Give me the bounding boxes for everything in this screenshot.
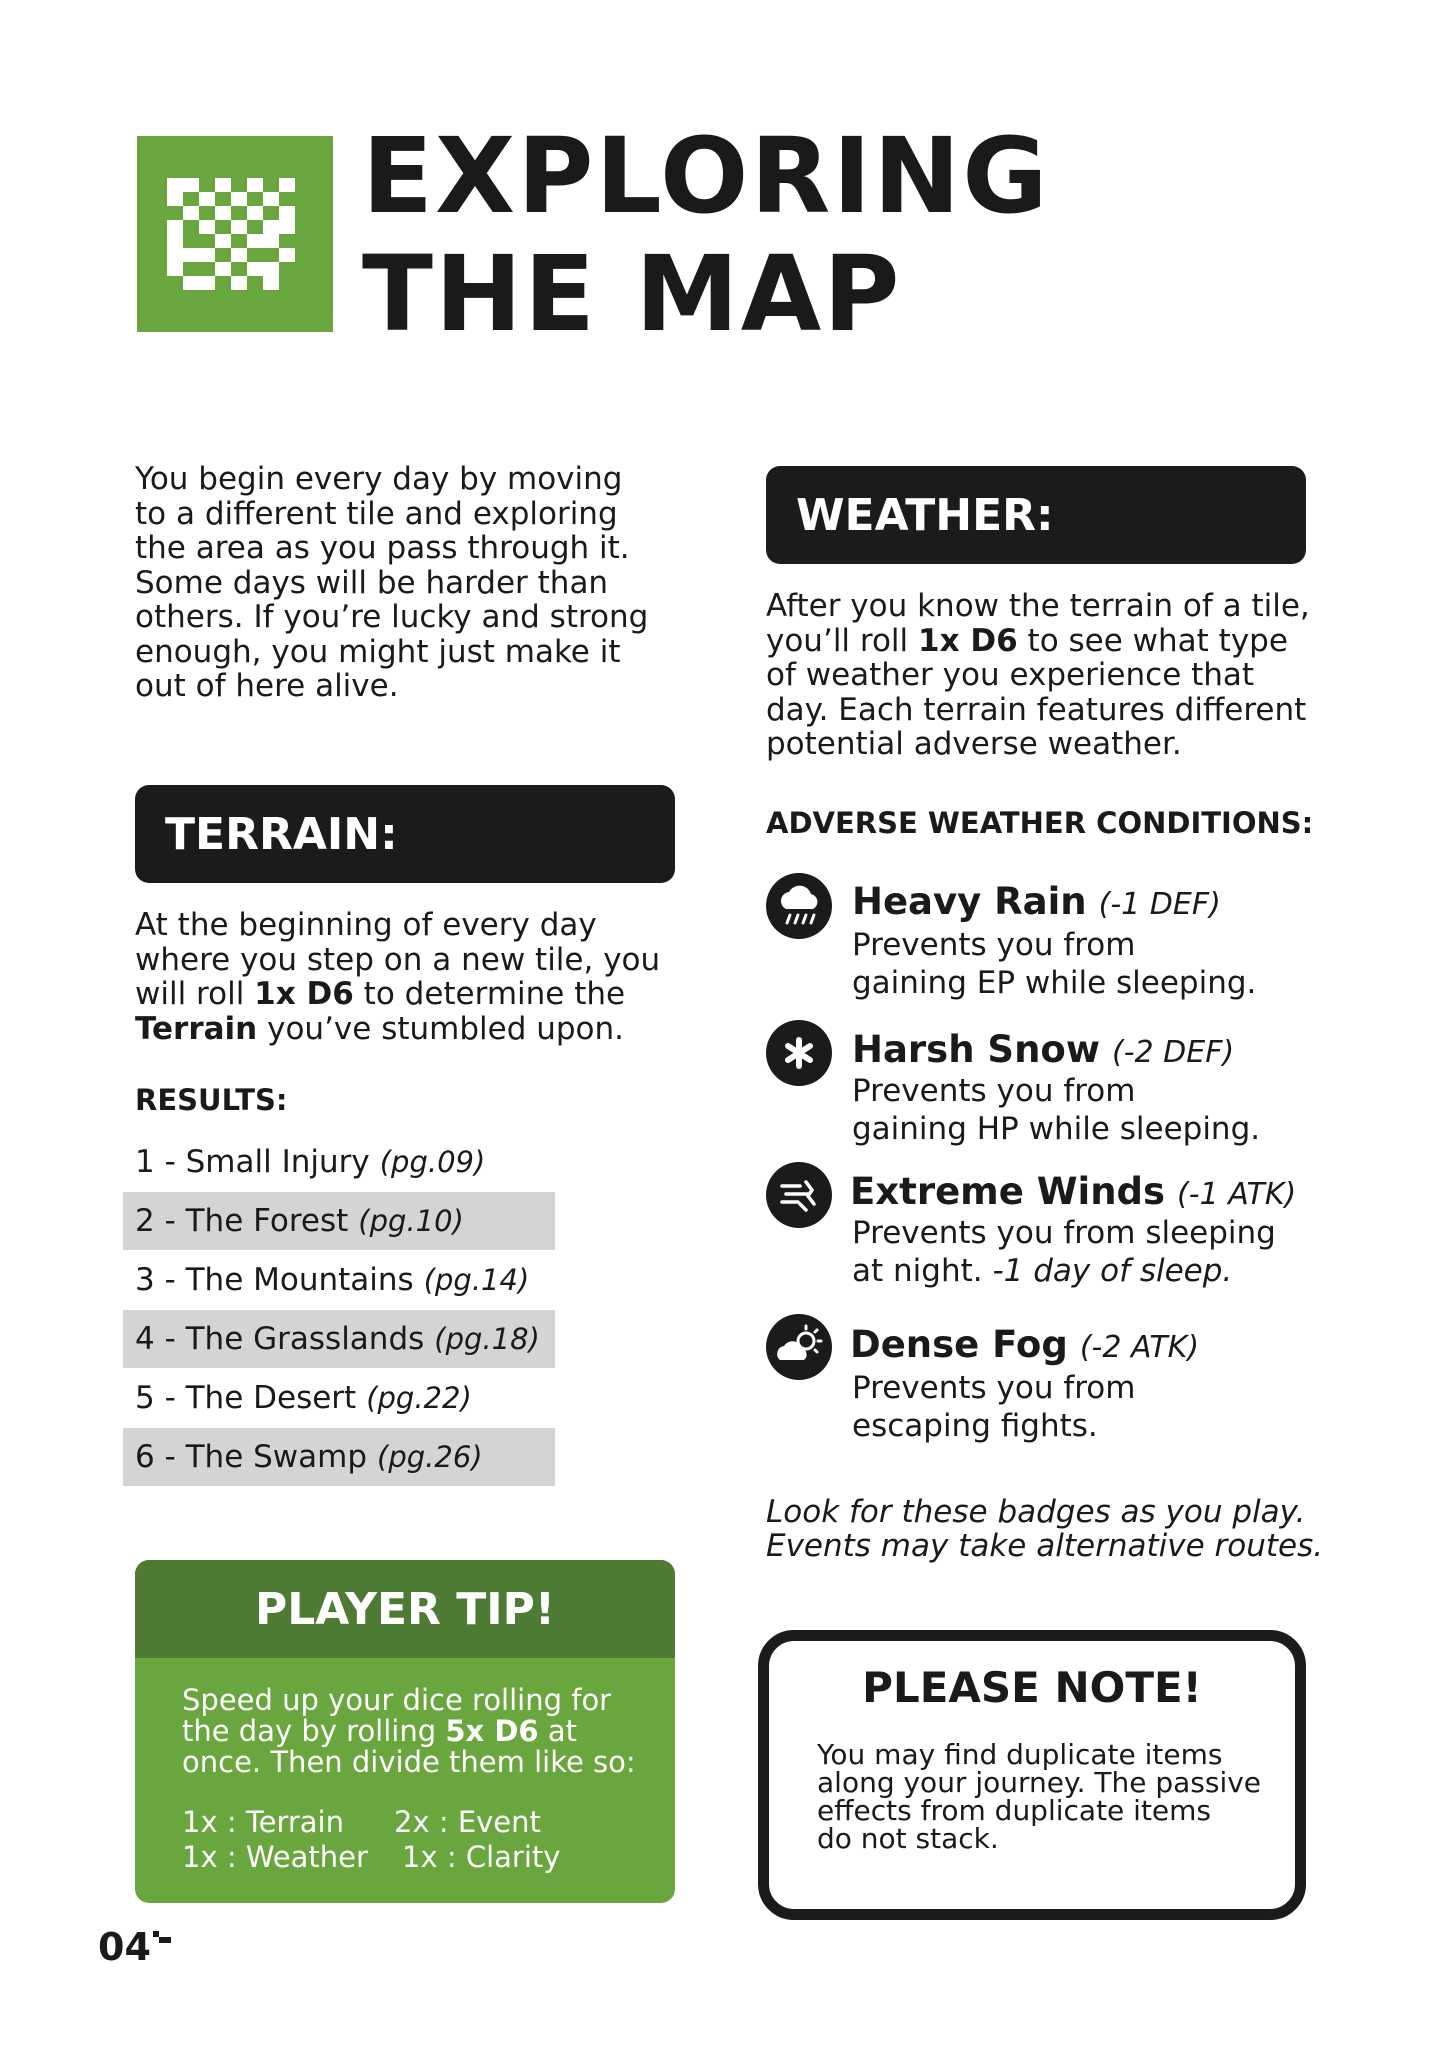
result-page: (pg.09)	[379, 1145, 486, 1179]
weather-modifier: (-2 ATK)	[1079, 1330, 1200, 1365]
weather-desc-text: gaining HP while sleeping.	[852, 1111, 1261, 1147]
weather-name-text: Extreme Winds	[850, 1170, 1166, 1213]
weather-desc-italic: -1 day of sleep.	[992, 1253, 1233, 1289]
terrain-heading	[135, 785, 675, 883]
weather-desc-line	[852, 964, 1256, 1002]
weather-description	[852, 1072, 1260, 1148]
tip-split-clarity: 1x : Clarity	[402, 1840, 561, 1874]
weather-text-1: After you know the terrain of a tile, you’ll roll	[766, 588, 1310, 659]
result-row	[123, 1192, 555, 1250]
snowflake-icon	[766, 1020, 832, 1086]
result-page: (pg.26)	[377, 1440, 483, 1474]
weather-modifier: (-2 DEF)	[1112, 1035, 1235, 1070]
weather-desc-text: at night.	[852, 1253, 993, 1289]
badge-note	[766, 1495, 1336, 1563]
result-label: 6 - The Swamp	[135, 1439, 368, 1475]
weather-paragraph	[766, 589, 1326, 762]
result-row	[123, 1428, 555, 1486]
fog-sun-cloud-icon	[766, 1314, 832, 1380]
weather-desc-text: gaining EP while sleeping.	[852, 965, 1257, 1001]
note-line: do not stack.	[817, 1822, 999, 1855]
terrain-paragraph	[135, 908, 695, 1046]
weather-modifier: (-1 ATK)	[1177, 1177, 1297, 1212]
terrain-roll: 1x D6	[254, 976, 354, 1012]
terrain-text-1: At the beginning of every day where you step on a new tile, you will roll	[135, 907, 661, 1012]
result-label: 4 - The Grasslands	[135, 1321, 425, 1357]
note-line: You may find duplicate items	[817, 1738, 1223, 1771]
result-row	[123, 1310, 555, 1368]
weather-name-text: Heavy Rain	[852, 880, 1087, 923]
map-logo	[137, 136, 333, 332]
tip-split-weather: 1x : Weather	[182, 1840, 368, 1874]
pixel-mark-icon	[153, 1931, 171, 1949]
weather-name-text: Dense Fog	[850, 1323, 1068, 1366]
result-page: (pg.22)	[366, 1381, 472, 1415]
tip-roll: 5x D6	[445, 1714, 539, 1748]
page-title-line-1: EXPLORING	[362, 115, 1050, 237]
badge-note-line-2: Events may take alternative routes.	[766, 1528, 1324, 1564]
weather-text-2: to see what type of weather you experience that day. Each terrain features different potential adverse weather.	[766, 622, 1307, 762]
page-title-line-2: THE MAP	[362, 233, 902, 355]
player-tip-heading: PLAYER TIP!	[135, 1560, 675, 1658]
result-label: 1 - Small Injury	[135, 1144, 370, 1180]
tip-text-1: Speed up your dice rolling for the day by rolling	[182, 1683, 612, 1748]
result-label: 3 - The Mountains	[135, 1262, 414, 1298]
tip-text-2: at once. Then divide them like so:	[182, 1714, 636, 1779]
weather-name	[850, 1170, 1296, 1213]
badge-note-line-1: Look for these badges as you play.	[766, 1494, 1306, 1530]
map-grid-icon	[137, 136, 333, 332]
terrain-keyword: Terrain	[135, 1010, 258, 1047]
result-row	[123, 1369, 555, 1427]
weather-desc-line	[852, 1252, 1276, 1290]
adverse-weather-label: ADVERSE WEATHER CONDITIONS:	[766, 806, 1314, 840]
weather-description	[852, 926, 1256, 1002]
weather-name	[852, 880, 1221, 923]
player-tip-box	[135, 1560, 675, 1903]
player-tip-text	[182, 1685, 652, 1778]
weather-desc-line: Prevents you from sleeping	[852, 1215, 1276, 1251]
terrain-text-3: you’ve stumbled upon.	[257, 1010, 625, 1047]
weather-desc-line: Prevents you from	[852, 1073, 1136, 1109]
result-page: (pg.10)	[358, 1204, 464, 1238]
note-line: along your journey. The passive	[817, 1766, 1262, 1799]
please-note-text	[817, 1738, 1277, 1855]
weather-desc-line	[852, 1110, 1260, 1148]
terrain-text-2: to determine the	[353, 976, 626, 1012]
tip-split-terrain: 1x : Terrain	[182, 1805, 344, 1839]
note-line: effects from duplicate items	[817, 1794, 1212, 1827]
intro-paragraph: You begin every day by moving to a different tile and exploring the area as you pass through it. Some days will be harder than others. If you’re lucky and strong enough, you might just make it out of here alive.	[135, 461, 649, 704]
weather-desc-line	[852, 1407, 1135, 1445]
weather-name	[850, 1323, 1199, 1366]
results-label: RESULTS:	[135, 1083, 288, 1117]
weather-desc-text: escaping fights.	[852, 1408, 1098, 1444]
weather-name	[852, 1028, 1234, 1071]
terrain-heading-label: TERRAIN:	[165, 808, 398, 860]
result-label: 2 - The Forest	[135, 1203, 349, 1239]
weather-roll: 1x D6	[918, 622, 1018, 659]
page-number-value: 04	[98, 1925, 151, 1969]
tip-split-event: 2x : Event	[394, 1805, 541, 1839]
weather-name-text: Harsh Snow	[852, 1028, 1101, 1071]
weather-description	[852, 1214, 1276, 1290]
result-page: (pg.18)	[434, 1322, 540, 1356]
weather-heading-label: WEATHER:	[796, 489, 1054, 541]
rain-cloud-icon	[766, 873, 832, 939]
result-row	[123, 1251, 555, 1309]
player-tip-dice-split	[182, 1805, 652, 1875]
weather-modifier: (-1 DEF)	[1098, 887, 1221, 922]
weather-heading	[766, 466, 1306, 564]
result-page: (pg.14)	[423, 1263, 530, 1297]
weather-desc-line: Prevents you from	[852, 927, 1136, 963]
page-number	[98, 1925, 171, 1969]
result-label: 5 - The Desert	[135, 1380, 357, 1416]
weather-desc-line: Prevents you from	[852, 1370, 1136, 1406]
result-row	[123, 1133, 555, 1191]
please-note-box	[758, 1630, 1306, 1920]
please-note-heading: PLEASE NOTE!	[862, 1663, 1202, 1712]
weather-description	[852, 1369, 1135, 1445]
wind-icon	[766, 1162, 832, 1228]
